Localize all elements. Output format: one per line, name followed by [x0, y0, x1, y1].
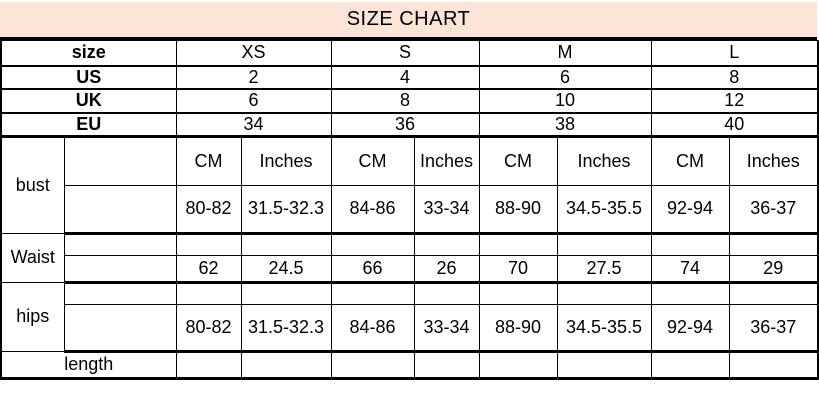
- unit-header-cell: CM: [479, 136, 557, 185]
- eu-value-cell: 36: [331, 113, 479, 137]
- waist-value-cell: 29: [729, 255, 818, 282]
- empty-cell: [479, 282, 557, 304]
- eu-value-cell: 40: [651, 113, 818, 137]
- empty-cell: [414, 233, 479, 255]
- bust-value-cell: 88-90: [479, 185, 557, 233]
- bust-value-cell: 80-82: [176, 185, 241, 233]
- empty-cell: [557, 233, 651, 255]
- hips-value-cell: 31.5-32.3: [241, 304, 331, 351]
- size-header-l: L: [651, 41, 818, 66]
- units-header-row: [1, 136, 818, 185]
- unit-header-cell: Inches: [414, 136, 479, 185]
- empty-cell: [729, 351, 818, 378]
- size-chart-table: [0, 40, 819, 380]
- empty-cell: [479, 233, 557, 255]
- us-value-cell: 8: [651, 66, 818, 89]
- uk-value-cell: 12: [651, 89, 818, 113]
- empty-cell: [414, 282, 479, 304]
- empty-cell: [331, 282, 414, 304]
- waist-values-row: [1, 255, 818, 282]
- empty-cell: [241, 282, 331, 304]
- eu-row-label: EU: [1, 113, 176, 137]
- bust-value-cell: 92-94: [651, 185, 729, 233]
- uk-value-cell: 10: [479, 89, 651, 113]
- empty-cell: [64, 304, 176, 351]
- unit-header-cell: CM: [176, 136, 241, 185]
- bust-value-cell: 31.5-32.3: [241, 185, 331, 233]
- title-bar: [0, 2, 817, 40]
- length-row-label: length: [1, 351, 176, 378]
- bust-values-row: [1, 185, 818, 233]
- empty-cell: [651, 282, 729, 304]
- size-header-xs: XS: [176, 41, 331, 66]
- unit-header-cell: Inches: [241, 136, 331, 185]
- empty-cell: [64, 282, 176, 304]
- waist-value-cell: 66: [331, 255, 414, 282]
- empty-cell: [176, 233, 241, 255]
- eu-value-cell: 34: [176, 113, 331, 137]
- hips-spacer-row: [1, 282, 818, 304]
- empty-cell: [414, 351, 479, 378]
- waist-spacer-row: [1, 233, 818, 255]
- hips-value-cell: 36-37: [729, 304, 818, 351]
- empty-cell: [64, 233, 176, 255]
- hips-values-row: [1, 304, 818, 351]
- unit-header-cell: Inches: [557, 136, 651, 185]
- waist-value-cell: 74: [651, 255, 729, 282]
- hips-value-cell: 92-94: [651, 304, 729, 351]
- us-value-cell: 2: [176, 66, 331, 89]
- empty-cell: [64, 185, 176, 233]
- waist-value-cell: 27.5: [557, 255, 651, 282]
- us-sizes-row: [1, 66, 818, 89]
- empty-cell: [651, 233, 729, 255]
- empty-cell: [331, 233, 414, 255]
- empty-cell: [331, 351, 414, 378]
- bust-value-cell: 33-34: [414, 185, 479, 233]
- size-header-row: [1, 41, 818, 66]
- empty-cell: [241, 351, 331, 378]
- eu-value-cell: 38: [479, 113, 651, 137]
- size-header-s: S: [331, 41, 479, 66]
- empty-cell: [64, 255, 176, 282]
- length-row: [1, 351, 818, 378]
- bust-value-cell: 84-86: [331, 185, 414, 233]
- unit-header-cell: CM: [331, 136, 414, 185]
- waist-row-label: Waist: [1, 233, 64, 282]
- uk-sizes-row: [1, 89, 818, 113]
- eu-sizes-row: [1, 113, 818, 137]
- hips-value-cell: 34.5-35.5: [557, 304, 651, 351]
- bust-value-cell: 36-37: [729, 185, 818, 233]
- empty-cell: [64, 136, 176, 185]
- uk-value-cell: 8: [331, 89, 479, 113]
- us-value-cell: 4: [331, 66, 479, 89]
- hips-value-cell: 84-86: [331, 304, 414, 351]
- us-value-cell: 6: [479, 66, 651, 89]
- empty-cell: [176, 351, 241, 378]
- size-header-m: M: [479, 41, 651, 66]
- hips-row-label: hips: [1, 282, 64, 351]
- hips-value-cell: 88-90: [479, 304, 557, 351]
- uk-value-cell: 6: [176, 89, 331, 113]
- waist-value-cell: 24.5: [241, 255, 331, 282]
- waist-value-cell: 70: [479, 255, 557, 282]
- empty-cell: [729, 233, 818, 255]
- empty-cell: [557, 282, 651, 304]
- hips-value-cell: 33-34: [414, 304, 479, 351]
- size-row-label: size: [1, 41, 176, 66]
- waist-value-cell: 26: [414, 255, 479, 282]
- empty-cell: [176, 282, 241, 304]
- unit-header-cell: Inches: [729, 136, 818, 185]
- empty-cell: [729, 282, 818, 304]
- page-title: SIZE CHART: [346, 8, 471, 30]
- hips-value-cell: 80-82: [176, 304, 241, 351]
- unit-header-cell: CM: [651, 136, 729, 185]
- us-row-label: US: [1, 66, 176, 89]
- empty-cell: [241, 233, 331, 255]
- uk-row-label: UK: [1, 89, 176, 113]
- empty-cell: [557, 351, 651, 378]
- bust-row-label: bust: [1, 136, 64, 233]
- empty-cell: [479, 351, 557, 378]
- waist-value-cell: 62: [176, 255, 241, 282]
- bust-value-cell: 34.5-35.5: [557, 185, 651, 233]
- empty-cell: [651, 351, 729, 378]
